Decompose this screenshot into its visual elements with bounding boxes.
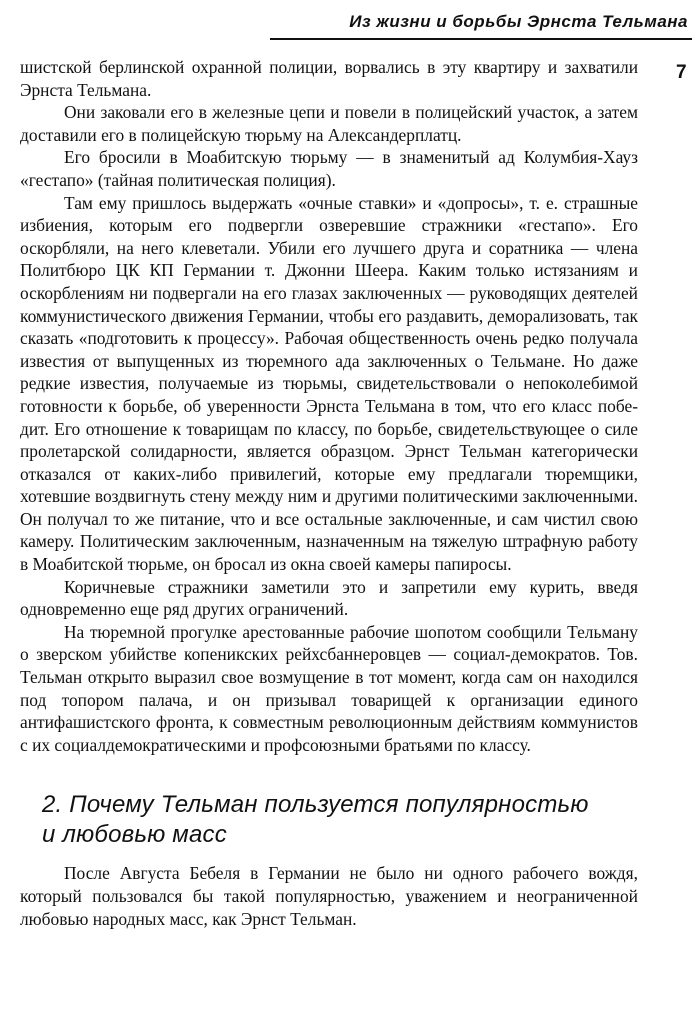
- paragraph: Его бросили в Моабитскую тюрьму — в знаменитый ад Колумбия-Хауз «гестапо» (тайная политическая полиция).: [20, 147, 638, 190]
- paragraph: После Августа Бебеля в Германии не было ни одного рабочего вождя, который пользовался бы такой популярностью, уважением и неограниченной любовью народных масс, как Эрнст Тельман.: [20, 863, 638, 929]
- paragraph: Коричневые стражники заметили это и запретили ему курить, введя одновременно еще ряд других ограничений.: [20, 576, 638, 620]
- section-heading: [42, 790, 638, 850]
- page-number: 7: [676, 62, 687, 83]
- paragraph: Там ему пришлось выдержать «очные ставки» и «допросы», т. е. страшные избиения, которым его подвергли озверевшие стражники «гестапо». Его оскорбляли, на него клеветали. Убили его лучшего друга и соратника — члена Политбюро ЦК КП Германии т. Джонни Шеера. Каким только истязаниям и оскорблениям ни подвергали на его глазах заключенных — руководящих деятелей коммунистического движения Германии, чтобы его раздавить, деморализовать, так сказать «подготовить к процессу». Рабочая общественность очень редко получала известия от выпущенных из тюремного ада заключенных о Тельмане. Но даже редкие известия, получаемые из тюрьмы, свидетельствовали о непоколебимой готовности к борьбе, об уверенности Эрнста Тельмана в том, что его класс победит. Его отношение к товарищам по классу, по борьбе, свидетельствующее о силе пролетарской солидарности, является образцом. Эрнст Тельман категорически отказался от каких-либо привилегий, которые ему предлагали тюремщики, хотевшие воздвигнуть стену между ним и другими политическими заключенными. Он получал то же питание, что и все остальные заключенные, и сам чистил свою камеру. Политическим заключенным, назначенным на тяжелую штрафную работу в Моабитской тюрьме, он бросал из окна своей камеры папиросы.: [20, 192, 638, 575]
- page-body: [20, 56, 638, 936]
- section-heading-line: 2. Почему Тельман пользуется популярностью: [42, 791, 589, 819]
- paragraph: шистской берлинской охранной полиции, ворвались в эту квартиру и захватили Эрнста Тельмана.: [20, 57, 638, 100]
- running-title: Из жизни и борьбы Эрнста Тельмана: [349, 12, 688, 31]
- running-header: [270, 8, 692, 40]
- section-heading-line: и любовью масс: [42, 821, 227, 849]
- paragraph: Они заковали его в железные цепи и повели в полицейский участок, а затем доставили его в полицейскую тюрьму на Александерплатц.: [20, 102, 638, 145]
- paragraph: На тюремной прогулке арестованные рабочие шопотом сообщили Тельману о зверском убийстве копеникских рейхсбаннеровцев — социал-демократов. Тов. Тельман открыто выразил свое возмущение в тот момент, когда сам он находился под топором палача, и он призывал товарищей к организации единого антифашистского фронта, к совместным революционным действиям коммунистов с их социалдемократическими и профсоюзными братьями по классу.: [20, 621, 638, 755]
